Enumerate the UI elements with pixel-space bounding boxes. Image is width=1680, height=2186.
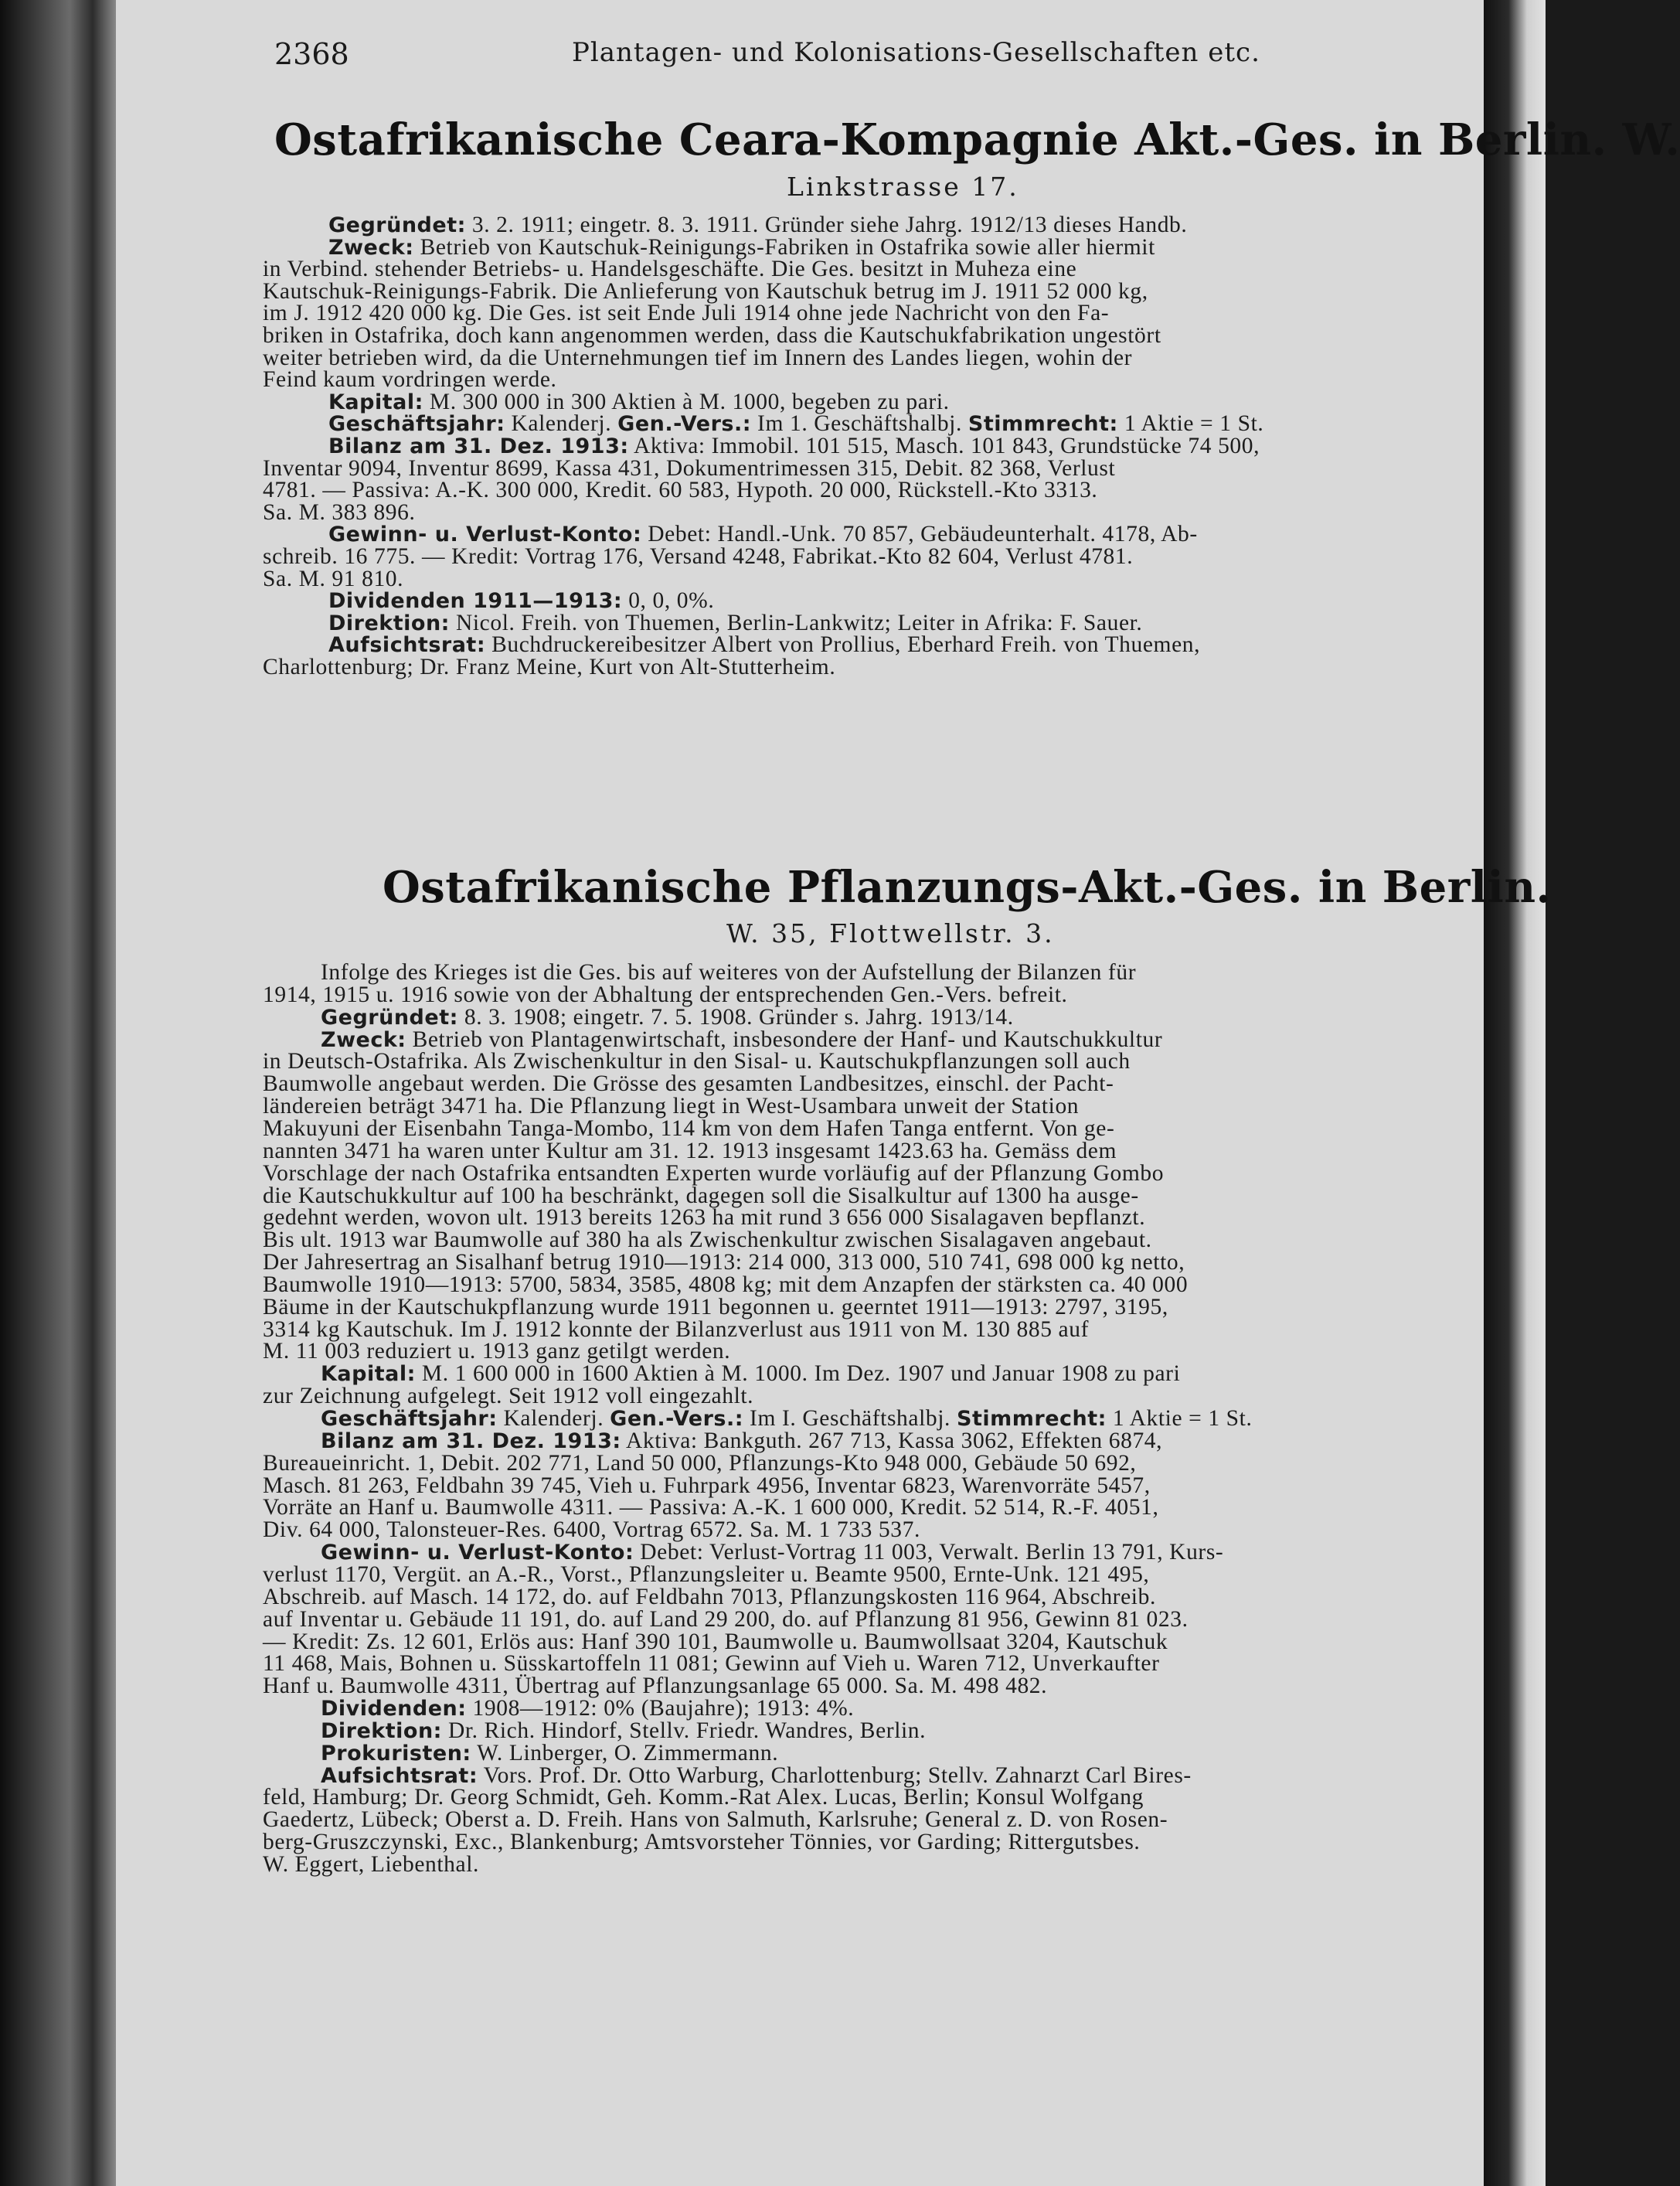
field-label: Gegründet: — [321, 1005, 458, 1030]
field-text: Bureaueinricht. 1, Debit. 202 771, Land 50 000, Pflanzungs-Kto 948 000, Gebäude 50 692, — [263, 1450, 1137, 1476]
field-text: W. Linberger, O. Zimmermann. — [471, 1740, 779, 1765]
field-text: Infolge des Krieges ist die Ges. bis auf weiteres von der Aufstellung der Bilanzen für — [321, 960, 1137, 985]
field-label: Bilanz am 31. Dez. 1913: — [328, 434, 629, 458]
field-label: Prokuristen: — [321, 1741, 471, 1765]
field-text: Debet: Verlust-Vortrag 11 003, Verwalt. Berlin 13 791, Kurs- — [634, 1540, 1224, 1565]
field-text: 1 Aktie = 1 St. — [1117, 411, 1264, 437]
field-text: Baumwolle 1910—1913: 5700, 5834, 3585, 4808 kg; mit dem Anzapfen der stärksten ca. 40 000 — [263, 1272, 1189, 1297]
field-text: Betrieb von Plantagenwirtschaft, insbesondere der Hanf- und Kautschukkultur — [406, 1027, 1163, 1052]
running-title: Plantagen- und Kolonisations-Gesellschaften etc. — [572, 37, 1260, 68]
field-text: Dr. Rich. Hindorf, Stellv. Friedr. Wandres, Berlin. — [441, 1718, 927, 1743]
field-text: Kalenderj. — [505, 411, 618, 437]
company-title: Ostafrikanische Ceara-Kompagnie Akt.-Ges. in Berlin. W. — [274, 114, 1680, 165]
field-text: die Kautschukkultur auf 100 ha beschränkt, dagegen soll die Sisalkultur auf 1300 ha ausge- — [263, 1183, 1139, 1208]
field-text: 1908—1912: 0% (Baujahre); 1913: 4%. — [466, 1696, 855, 1721]
field-label: Kapital: — [328, 390, 423, 414]
field-label: Stimmrecht: — [968, 412, 1118, 437]
field-text: — Kredit: Zs. 12 601, Erlös aus: Hanf 390 101, Baumwolle u. Baumwollsaat 3204, Kautschuk — [263, 1629, 1168, 1654]
field-text: Sa. M. 91 810. — [263, 566, 404, 591]
field-text: Gaedertz, Lübeck; Oberst a. D. Freih. Hans von Salmuth, Karlsruhe; General z. D. von Rosen- — [263, 1807, 1168, 1833]
field-label: Geschäftsjahr: — [321, 1407, 498, 1431]
field-text: Inventar 9094, Inventur 8699, Kassa 431, Dokumentrimessen 315, Debit. 82 368, Verlust — [263, 455, 1116, 481]
field-label: Direktion: — [328, 611, 450, 635]
field-text: Div. 64 000, Talonsteuer-Res. 6400, Vortrag 6572. Sa. M. 1 733 537. — [263, 1517, 920, 1543]
field-label: Direktion: — [321, 1718, 442, 1743]
field-label: Gewinn- u. Verlust-Konto: — [328, 523, 642, 547]
field-text: Der Jahresertrag an Sisalhanf betrug 1910—1913: 214 000, 313 000, 510 741, 698 000 kg netto, — [263, 1250, 1185, 1275]
field-text: Nicol. Freih. von Thuemen, Berlin-Lankwitz; Leiter in Afrika: F. Sauer. — [449, 610, 1143, 635]
company-address: W. 35, Flottwellstr. 3. — [726, 918, 1055, 948]
field-label: Gen.-Vers.: — [617, 412, 752, 437]
page-number: 2368 — [274, 37, 349, 71]
field-text: 0, 0, 0%. — [622, 588, 715, 614]
field-label: Bilanz am 31. Dez. 1913: — [321, 1428, 621, 1453]
field-text: Kautschuk-Reinigungs-Fabrik. Die Anlieferung von Kautschuk betrug im J. 1911 52 000 kg, — [263, 278, 1148, 304]
field-text: 8. 3. 1908; eingetr. 7. 5. 1908. Gründer s. Jahrg. 1913/14. — [457, 1004, 1014, 1030]
book-page — [116, 0, 1680, 2186]
page-header — [274, 37, 1433, 76]
field-label: Geschäftsjahr: — [328, 412, 505, 437]
field-text: Abschreib. auf Masch. 14 172, do. auf Feldbahn 7013, Pflanzungskosten 116 964, Abschreib. — [263, 1584, 1156, 1609]
field-text: Aktiva: Immobil. 101 515, Masch. 101 843, Grundstücke 74 500, — [628, 434, 1260, 458]
field-text: Im 1. Geschäftshalbj. — [751, 411, 968, 437]
field-text: Bis ult. 1913 war Baumwolle auf 380 ha als Zwischenkultur zwischen Sisalagaven angebaut. — [263, 1227, 1152, 1253]
field-text: im J. 1912 420 000 kg. Die Ges. ist seit Ende Juli 1914 ohne jede Nachricht von den Fa- — [263, 301, 1110, 326]
field-text: Vorschlage der nach Ostafrika entsandten Experten wurde vorläufig auf der Pflanzung Gombo — [263, 1160, 1165, 1186]
field-text: Feind kaum vordringen werde. — [263, 367, 557, 393]
field-text: W. Eggert, Liebenthal. — [263, 1852, 479, 1877]
book-spine — [0, 0, 116, 2186]
field-label: Stimmrecht: — [957, 1407, 1107, 1431]
field-label: Gewinn- u. Verlust-Konto: — [321, 1541, 634, 1565]
field-text: Sa. M. 383 896. — [263, 499, 416, 525]
field-text: 1 Aktie = 1 St. — [1106, 1406, 1253, 1431]
field-label: Dividenden 1911—1913: — [328, 589, 623, 614]
field-label: Zweck: — [328, 235, 414, 260]
field-label: Kapital: — [321, 1362, 416, 1387]
field-text: nannten 3471 ha waren unter Kultur am 31. 12. 1913 insgesamt 1423.63 ha. Gemäss dem — [263, 1138, 1117, 1163]
field-text: zur Zeichnung aufgelegt. Seit 1912 voll eingezahlt. — [263, 1384, 754, 1409]
field-text: Im I. Geschäftshalbj. — [743, 1406, 957, 1431]
field-text: M. 11 003 reduziert u. 1913 ganz getilgt werden. — [263, 1339, 731, 1364]
field-label: Zweck: — [321, 1027, 406, 1052]
field-label: Aufsichtsrat: — [321, 1763, 478, 1788]
field-text: Bäume in der Kautschukpflanzung wurde 1911 begonnen u. geerntet 1911—1913: 2797, 3195, — [263, 1294, 1168, 1319]
field-text: Vors. Prof. Dr. Otto Warburg, Charlottenburg; Stellv. Zahnarzt Carl Bires- — [478, 1762, 1192, 1788]
field-text: in Verbind. stehender Betriebs- u. Handelsgeschäfte. Die Ges. besitzt in Muheza eine — [263, 257, 1077, 282]
field-text: M. 300 000 in 300 Aktien à M. 1000, begeben zu pari. — [423, 389, 950, 414]
field-text: berg-Gruszczynski, Exc., Blankenburg; Amtsvorsteher Tönnies, vor Garding; Rittergutsbes. — [263, 1830, 1141, 1855]
field-label: Gegründet: — [328, 213, 466, 237]
field-text: M. 1 600 000 in 1600 Aktien à M. 1000. Im Dez. 1907 und Januar 1908 zu pari — [415, 1361, 1181, 1387]
field-text: 11 468, Mais, Bohnen u. Süsskartoffeln 11 081; Gewinn auf Vieh u. Waren 712, Unverkaufter — [263, 1651, 1160, 1677]
field-text: 3314 kg Kautschuk. Im J. 1912 konnte der Bilanzverlust aus 1911 von M. 130 885 auf — [263, 1316, 1089, 1342]
text-line — [263, 655, 835, 680]
field-text: 4781. — Passiva: A.-K. 300 000, Kredit. 60 583, Hypoth. 20 000, Rückstell.-Kto 3313. — [263, 478, 1098, 503]
company-address: Linkstrasse 17. — [787, 172, 1019, 202]
field-text: gedehnt werden, wovon ult. 1913 bereits 1263 ha mit rund 3 656 000 Sisalagaven bepflanzt. — [263, 1205, 1146, 1231]
field-text: Betrieb von Kautschuk-Reinigungs-Fabriken in Ostafrika sowie aller hiermit — [413, 234, 1155, 260]
page-edge — [1484, 0, 1546, 2186]
field-text: ländereien beträgt 3471 ha. Die Pflanzung liegt in West-Usambara unweit der Station — [263, 1094, 1080, 1119]
field-text: verlust 1170, Vergüt. an A.-R., Vorst., Pflanzungsleiter u. Beamte 9500, Ernte-Unk. 121 495, — [263, 1561, 1150, 1587]
field-text: Makuyuni der Eisenbahn Tanga-Mombo, 114 km von dem Hafen Tanga entfernt. Von ge- — [263, 1115, 1115, 1141]
text-line — [263, 1852, 479, 1878]
field-text: Vorräte an Hanf u. Baumwolle 4311. — Passiva: A.-K. 1 600 000, Kredit. 52 514, R.-F. 4051, — [263, 1495, 1159, 1520]
field-text: auf Inventar u. Gebäude 11 191, do. auf Land 29 200, do. auf Pflanzung 81 956, Gewinn 81 023. — [263, 1606, 1189, 1632]
field-text: Debet: Handl.-Unk. 70 857, Gebäudeunterhalt. 4178, Ab- — [641, 522, 1198, 547]
field-text: 3. 2. 1911; eingetr. 8. 3. 1911. Gründer siehe Jahrg. 1912/13 dieses Handb. — [465, 213, 1188, 237]
field-label: Aufsichtsrat: — [328, 633, 486, 658]
field-text: Masch. 81 263, Feldbahn 39 745, Vieh u. Fuhrpark 4956, Inventar 6823, Warenvorräte 5457, — [263, 1473, 1151, 1498]
field-text: Aktiva: Bankguth. 267 713, Kassa 3062, Effekten 6874, — [621, 1428, 1163, 1453]
field-text: 1914, 1915 u. 1916 sowie von der Abhaltung der entsprechenden Gen.-Vers. befreit. — [263, 982, 1068, 1007]
field-text: Kalenderj. — [497, 1406, 610, 1431]
field-text: Baumwolle angebaut werden. Die Grösse des gesamten Landbesitzes, einschl. der Pacht- — [263, 1071, 1114, 1097]
field-label: Gen.-Vers.: — [610, 1407, 744, 1431]
field-text: Buchdruckereibesitzer Albert von Prollius, Eberhard Freih. von Thuemen, — [485, 632, 1201, 658]
field-text: briken in Ostafrika, doch kann angenommen werden, dass die Kautschukfabrikation ungestört — [263, 323, 1161, 348]
company-title: Ostafrikanische Pflanzungs-Akt.-Ges. in Berlin. — [383, 862, 1552, 913]
field-text: in Deutsch-Ostafrika. Als Zwischenkultur in den Sisal- u. Kautschukpflanzungen soll auch — [263, 1049, 1131, 1074]
field-text: Charlottenburg; Dr. Franz Meine, Kurt von Alt-Stutterheim. — [263, 655, 836, 679]
field-text: schreib. 16 775. — Kredit: Vortrag 176, Versand 4248, Fabrikat.-Kto 82 604, Verlust 4781. — [263, 544, 1134, 569]
field-text: feld, Hamburg; Dr. Georg Schmidt, Geh. Komm.-Rat Alex. Lucas, Berlin; Konsul Wolfgang — [263, 1785, 1144, 1810]
field-text: Hanf u. Baumwolle 4311, Übertrag auf Pflanzungsanlage 65 000. Sa. M. 498 482. — [263, 1674, 1048, 1699]
field-label: Dividenden: — [321, 1697, 467, 1721]
field-text: weiter betrieben wird, da die Unternehmungen tief im Innern des Landes liegen, wohin der — [263, 345, 1133, 370]
